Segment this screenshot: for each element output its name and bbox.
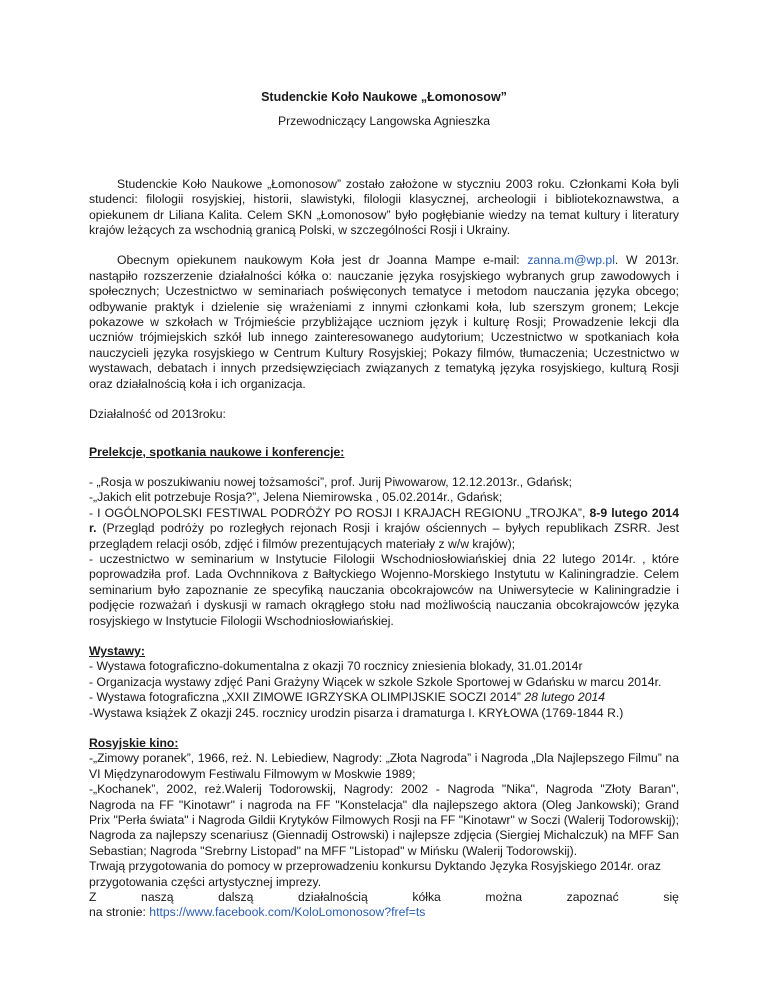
lecture-item-3-title: - I OGÓLNOPOLSKI FESTIWAL PODRÓŻY PO ROSJI I KRAJACH REGIONU „TROJKA”, — [89, 505, 590, 520]
document-subtitle: Przewodniczący Langowska Agnieszka — [277, 114, 491, 129]
lecture-item-1: - „Rosja w poszukiwaniu nowej tożsamości”, prof. Jurij Piwowarow, 12.12.2013r., Gdańsk; — [89, 474, 572, 489]
current-text-2: . W 2013r. nastąpiło rozszerzenie działalności kółka o: nauczanie języka rosyjskiego wybranych grup zawodowych i społecznych; Uczestnictwo w seminariach poświęconych tematyce i metodom nauczania języka obcego; odbywanie praktyk i dzielenie się wrażeniami z innymi członkami koła, lub szerszym gronem; Lekcje pokazowe w szkołach w Trójmieście przybliżające uczniom język i kulturę Rosji; Prowadzenie lekcji dla uczniów trójmiejskich szkół lub innego zainteresowanego audytorium; Uczestnictwo w spotkaniach koła nauczycieli języka rosyjskiego w Centrum Kultury Rosyjskiej; Pokazy filmów, tłumaczenia; Uczestnictwo w wystawach, debatach i innych przedsięwzięciach związanych z tematyką języka rosyjskiego, kulturą Rosji oraz działalnością koła i ich organizacja. — [89, 253, 679, 391]
closing-line — [89, 890, 679, 905]
current-paragraph — [89, 253, 679, 392]
lecture-item-3-date: 8-9 lutego 2014 r. — [89, 505, 679, 536]
intro-paragraph: Studenckie Koło Naukowe „Łomonosow” zostało założone w styczniu 2003 roku. Członkami Koła byli studenci: filologii rosyjskiej, historii, slawistyki, filologii klasycznej, archeologii i bibliotekoznawstwa, a opiekunem dr Liliana Kalita. Celem SKN „Łomonosow” było pogłębianie wiedzy na temat kultury i literatury krajów leżących za wschodnią granicą Polski, w szczególności Rosji i Ukrainy. — [89, 176, 679, 238]
closing-word: zapoznać — [566, 890, 619, 905]
exhibition-item-3-date: 28 lutego 2014 — [524, 690, 606, 705]
closing-word: działalnością — [298, 890, 368, 905]
closing-word: można — [485, 890, 523, 905]
lectures-heading: Prelekcje, spotkania naukowe i konferencje: — [89, 444, 345, 459]
lecture-item-3 — [89, 506, 679, 552]
exhibition-item-1: - Wystawa fotograficzno-dokumentalna z okazji 70 rocznicy zniesienia blokady, 31.01.2014r — [89, 659, 583, 674]
website-label: na stronie: — [89, 905, 150, 920]
closing-word: się — [663, 890, 679, 905]
website-line — [89, 905, 679, 920]
closing-word: Z — [89, 890, 97, 905]
since-line: Działalność od 2013roku: — [89, 407, 226, 422]
exhibition-item-3 — [89, 690, 679, 705]
exhibition-item-3-title: - Wystawa fotograficzna „XXII ZIMOWE IGRZYSKA OLIMPIJSKIE SOCZI 2014” — [89, 690, 525, 705]
lecture-item-4: - uczestnictwo w seminarium w Instytucie Filologii Wschodniosłowiańskiej dnia 22 lutego 2014r. , które poprowadziła prof. Lada Ovchnnikova z Bałtyckiego Wojenno-Morskiego Instytutu w Kaliningradzie. Celem seminarium było zapoznanie ze specyfiką nauczania obcokrajowców na Uniwersytecie w Kaliningradzie i podjęcie rozważań i dyskusji w ramach okrągłego stołu nad możliwością nauczania obcokrajowców języka rosyjskiego w Instytucie Filologii Wschodniosłowiańskiej. — [89, 551, 679, 628]
closing-word: kółka — [412, 890, 441, 905]
preparation-note: Trwają przygotowania do pomocy w przeprowadzeniu konkursu Dyktando Języka Rosyjskiego 2014r. oraz przygotowania części artystycznej imprezy. — [89, 859, 661, 889]
facebook-link[interactable]: https://www.facebook.com/KoloLomonosow?fref=ts — [149, 905, 426, 920]
current-text: Obecnym opiekunem naukowym Koła jest dr Joanna Mampe e-mail: — [117, 253, 528, 268]
closing-word: naszą — [141, 890, 174, 905]
lecture-item-3-desc: (Przegląd podróży po rozległych rejonach Rosji i krajów ościennych – byłych republikach ZSRR. Jest przeglądem relacji osób, zdjęć i filmów prezentujących materiały z w/w krajów); — [89, 521, 679, 551]
document-title: Studenckie Koło Naukowe „Łomonosow” — [261, 90, 507, 104]
exhibition-item-2: - Organizacja wystawy zdjęć Pani Grażyny Wiącek w szkole Szkole Sportowej w Gdańsku w marcu 2014r. — [89, 674, 662, 689]
cinema-heading: Rosyjskie kino: — [89, 736, 179, 750]
exhibition-item-4: -Wystawa książek Z okazji 245. rocznicy urodzin pisarza i dramaturga I. KRYŁOWA (1769-1844 R.) — [89, 705, 624, 720]
cinema-item-2: -„Kochanek”, 2002, reż.Walerij Todorowskij, Nagrody: 2002 - Nagroda "Nika", Nagroda "Złoty Baran", Nagroda na FF "Kinotawr" i nagroda na FF "Konstelacja" dla najlepszego aktora (Oleg Jankowski); Grand Prix "Perła świata" i Nagroda Gildii Krytyków Filmowych Rosji na FF "Kinotawr" w Soczi (Walerij Todorowskij); Nagroda za najlepszy scenariusz (Giennadij Ostrowski) i najlepsze zdjęcia (Siergiej Michalczuk) na MFF San Sebastian; Nagroda "Srebrny Listopad" na MFF "Listopad" w Mińsku (Walerij Todorowskij). — [89, 782, 679, 858]
email-link[interactable]: zanna.m@wp.pl — [527, 253, 615, 268]
lecture-item-2: -„Jakich elit potrzebuje Rosja?”, Jelena Niemirowska , 05.02.2014r., Gdańsk; — [89, 490, 503, 505]
exhibitions-heading: Wystawy: — [89, 643, 145, 658]
cinema-item-1: -„Zimowy poranek”, 1966, reż. N. Lebiediew, Nagrody: „Złota Nagroda” i Nagroda „Dla Najlepszego Filmu” na VI Międzynarodowym Festiwalu Filmowym w Moskwie 1989; — [89, 751, 679, 781]
document-page — [89, 90, 679, 921]
closing-word: dalszą — [218, 890, 254, 905]
